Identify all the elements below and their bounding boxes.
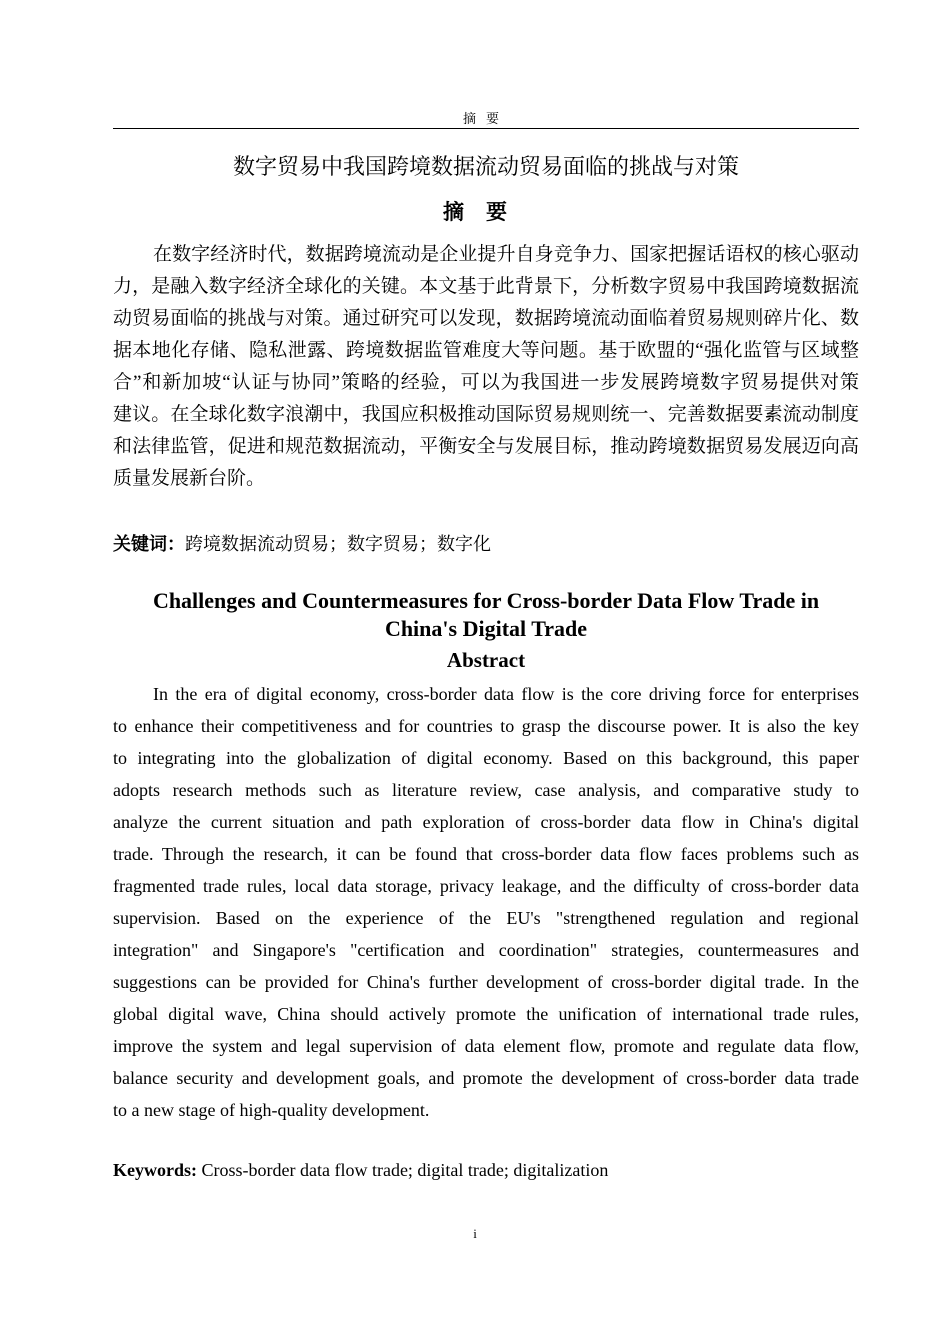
text-line: to enhance their competitiveness and for countries to grasp the discourse power. It is also the key <box>113 716 859 736</box>
english-title-line: China's Digital Trade <box>384 616 588 641</box>
english-abstract-body <box>113 678 859 1126</box>
english-keywords <box>113 1160 608 1181</box>
text-line: 动贸易面临的挑战与对策。通过研究可以发现，数据跨境流动面临着贸易规则碎片化、数 <box>113 308 859 329</box>
text-line: improve the system and legal supervision of data element flow, promote and regulate data flow, <box>113 1036 859 1056</box>
text-line: global digital wave, China should actively promote the unification of international trade rules, <box>113 1004 859 1024</box>
english-title-line: Challenges and Countermeasures for Cross-border Data Flow Trade in <box>152 588 820 613</box>
text-line: to a new stage of high-quality development. <box>113 1100 430 1120</box>
running-header: 摘要 <box>462 111 509 126</box>
header-rule <box>113 128 859 129</box>
english-keywords-label: Keywords: <box>113 1160 197 1180</box>
text-line: 力，是融入数字经济全球化的关键。本文基于此背景下，分析数字贸易中我国跨境数据流 <box>113 276 859 297</box>
chinese-keywords <box>113 530 491 556</box>
text-line: adopts research methods such as literature review, case analysis, and comparative study to <box>113 780 859 800</box>
english-title <box>113 587 859 643</box>
text-line: 据本地化存储、隐私泄露、跨境数据监管难度大等问题。基于欧盟的“强化监管与区域整 <box>113 340 859 361</box>
text-line: trade. Through the research, it can be found that cross-border data flow faces problems such as <box>113 844 859 864</box>
text-line: 质量发展新台阶。 <box>113 468 266 489</box>
text-line: analyze the current situation and path exploration of cross-border data flow in China's digital <box>113 812 859 832</box>
chinese-abstract-heading: 摘要 <box>443 200 529 224</box>
chinese-title: 数字贸易中我国跨境数据流动贸易面临的挑战与对策 <box>232 154 739 179</box>
text-line: 建议。在全球化数字浪潮中，我国应积极推动国际贸易规则统一、完善数据要素流动制度 <box>113 404 859 425</box>
text-line: In the era of digital economy, cross-border data flow is the core driving force for enterprises <box>153 684 859 704</box>
text-line: fragmented trade rules, local data storage, privacy leakage, and the difficulty of cross-border data <box>113 876 859 896</box>
text-line: 在数字经济时代，数据跨境流动是企业提升自身竞争力、国家把握话语权的核心驱动 <box>153 244 859 265</box>
text-line: balance security and development goals, and promote the development of cross-border data trade <box>113 1068 859 1088</box>
text-line: to integrating into the globalization of digital economy. Based on this background, this paper <box>113 748 859 768</box>
page-number: i <box>473 1226 477 1241</box>
english-abstract-heading: Abstract <box>446 648 526 672</box>
text-line: 合”和新加坡“认证与协同”策略的经验，可以为我国进一步发展跨境数字贸易提供对策 <box>113 372 859 393</box>
text-line: supervision. Based on the experience of the EU's "strengthened regulation and regional <box>113 908 859 928</box>
chinese-abstract-body <box>113 239 859 495</box>
english-keywords-text: Cross-border data flow trade; digital trade; digitalization <box>197 1160 609 1180</box>
chinese-keywords-label: 关键词： <box>113 534 185 554</box>
chinese-keywords-text: 跨境数据流动贸易；数字贸易；数字化 <box>185 534 491 554</box>
text-line: 和法律监管，促进和规范数据流动，平衡安全与发展目标，推动跨境数据贸易发展迈向高 <box>113 436 859 457</box>
text-line: suggestions can be provided for China's further development of cross-border digital trade. In the <box>113 972 859 992</box>
text-line: integration" and Singapore's "certification and coordination" strategies, countermeasures and <box>113 940 859 960</box>
